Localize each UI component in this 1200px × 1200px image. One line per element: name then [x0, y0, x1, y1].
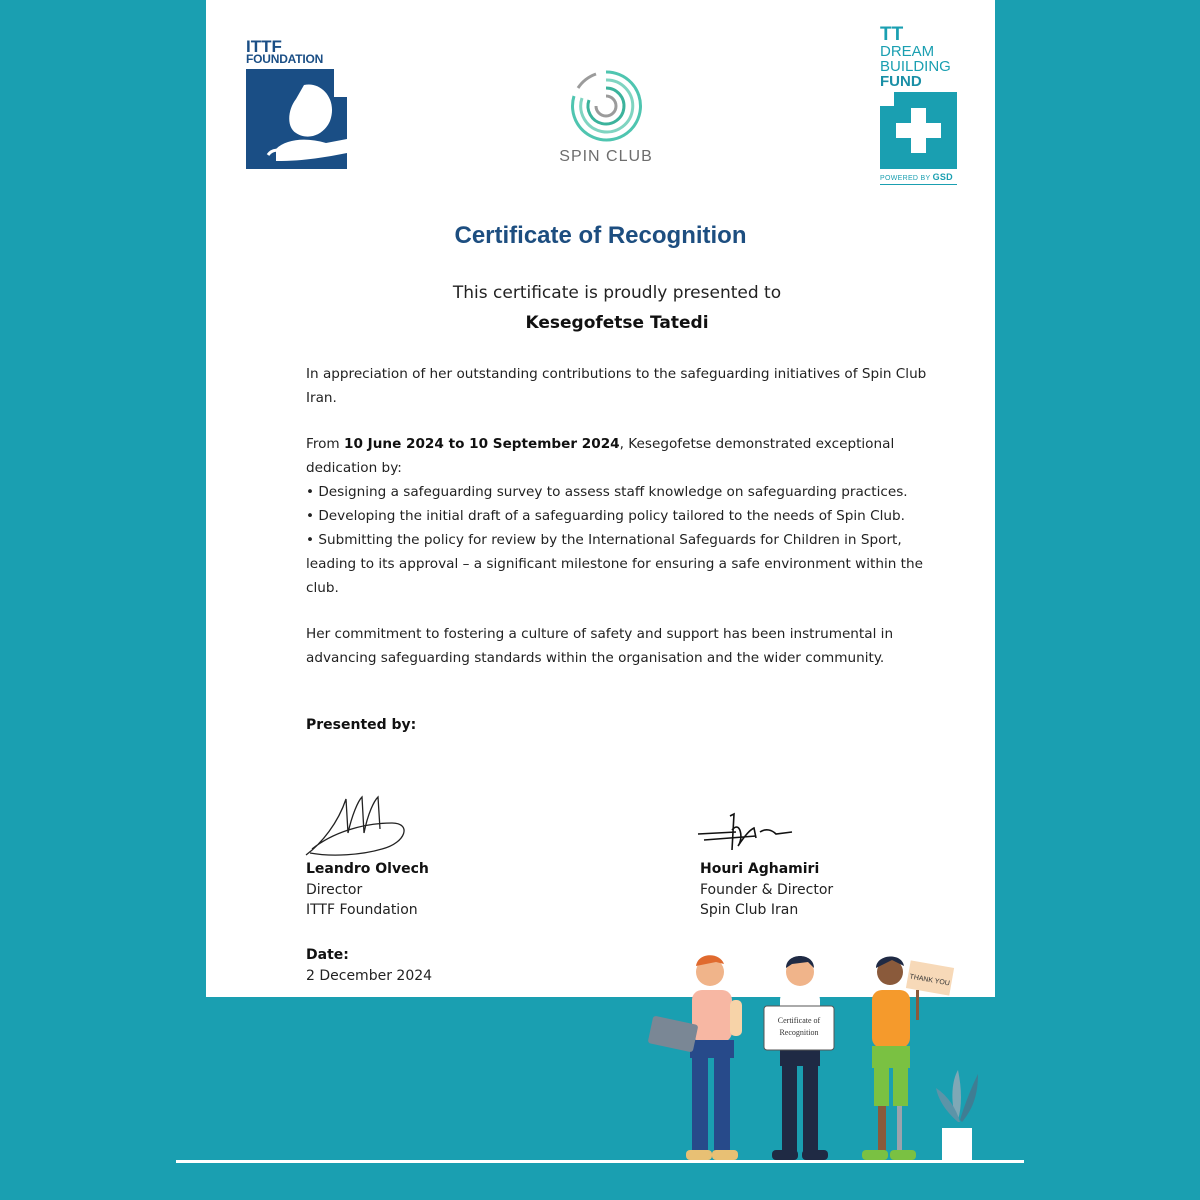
person-with-tablet	[648, 955, 742, 1160]
spin-club-logo	[551, 66, 661, 166]
signature-leandro-olvech	[302, 793, 412, 861]
signature-houri-aghamiri	[696, 810, 806, 860]
person-with-thank-you-sign	[862, 956, 954, 1160]
dedication-suffix: , Kesegofetse demonstrated exceptional dedication by:	[306, 436, 895, 476]
certificate-sheet	[206, 0, 995, 997]
appreciation-paragraph: In appreciation of her outstanding contributions to the safeguarding initiatives of Spin Club Iran.	[306, 366, 927, 406]
bullet-text: Developing the initial draft of a safeguarding policy tailored to the needs of Spin Club.	[318, 508, 905, 524]
bullet-text: Submitting the policy for review by the International Safeguards for Children in Sport, leading to its approval – a significant milestone for ensuring a safe environment within the club.	[306, 532, 923, 596]
thank-you-text: THANK YOU	[908, 973, 951, 988]
signer-role: Founder & Director	[700, 881, 834, 898]
presented-by-heading: Presented by:	[306, 717, 417, 733]
spin-club-name: SPIN CLUB	[559, 148, 653, 165]
presented-to-text: This certificate is proudly presented to	[452, 283, 782, 303]
commitment-paragraph: Her commitment to fostering a culture of safety and support has been instrumental in advancing safeguarding standards within the organisation and the wider community.	[306, 626, 894, 666]
ittf-foundation-logo	[246, 37, 356, 169]
date-value: 2 December 2024	[306, 968, 433, 984]
floor-line	[176, 1160, 1024, 1163]
people-illustration	[640, 950, 1000, 1165]
date-block	[306, 945, 432, 987]
bullet-item: • Submitting the policy for review by the International Safeguards for Children in Sport, leading to its approval – a significant milestone for ensuring a safe environment within the club.	[306, 532, 923, 596]
dream-logo-line2: DREAM	[880, 43, 935, 60]
spin-swirl-icon	[566, 66, 646, 146]
signer-org: ITTF Foundation	[306, 902, 418, 918]
signer-leandro	[306, 859, 429, 921]
certificate-title: Certificate of Recognition	[454, 222, 747, 249]
dream-logo-line4: FUND	[880, 73, 922, 90]
signer-role: Director	[306, 881, 363, 898]
signer-org: Spin Club Iran	[700, 902, 799, 918]
tt-dream-building-fund-logo	[880, 26, 960, 185]
gsd-text: GSD	[932, 172, 953, 182]
sign-text-line1: Certificate of	[777, 1016, 821, 1025]
plus-cross-icon	[880, 92, 957, 169]
person-with-certificate-sign	[764, 956, 834, 1160]
plant-icon	[936, 1070, 978, 1160]
powered-by-text: POWERED BY	[880, 175, 931, 182]
bullet-text: Designing a safeguarding survey to assess staff knowledge on safeguarding practices.	[318, 484, 908, 500]
dream-logo-line3: BUILDING	[880, 58, 951, 75]
ittf-logo-line1: ITTF	[246, 37, 282, 56]
powered-by-label	[880, 172, 957, 185]
signer-houri	[700, 859, 833, 921]
recipient-name: Kesegofetse Tatedi	[525, 313, 709, 333]
signer-name: Leandro Olvech	[306, 861, 429, 877]
dedication-paragraph	[306, 432, 931, 600]
dedication-prefix: From	[306, 436, 344, 452]
bullet-item: • Designing a safeguarding survey to assess staff knowledge on safeguarding practices.	[306, 484, 908, 500]
ittf-hands-icon	[246, 69, 347, 169]
bullet-item: • Developing the initial draft of a safeguarding policy tailored to the needs of Spin Club.	[306, 508, 905, 524]
dream-logo-line1: TT	[880, 24, 904, 45]
signer-name: Houri Aghamiri	[700, 861, 820, 877]
date-label: Date:	[306, 947, 349, 963]
sign-text-line2: Recognition	[779, 1028, 819, 1037]
ittf-logo-line2: FOUNDATION	[246, 52, 324, 66]
dedication-dates: 10 June 2024 to 10 September 2024	[344, 436, 620, 452]
